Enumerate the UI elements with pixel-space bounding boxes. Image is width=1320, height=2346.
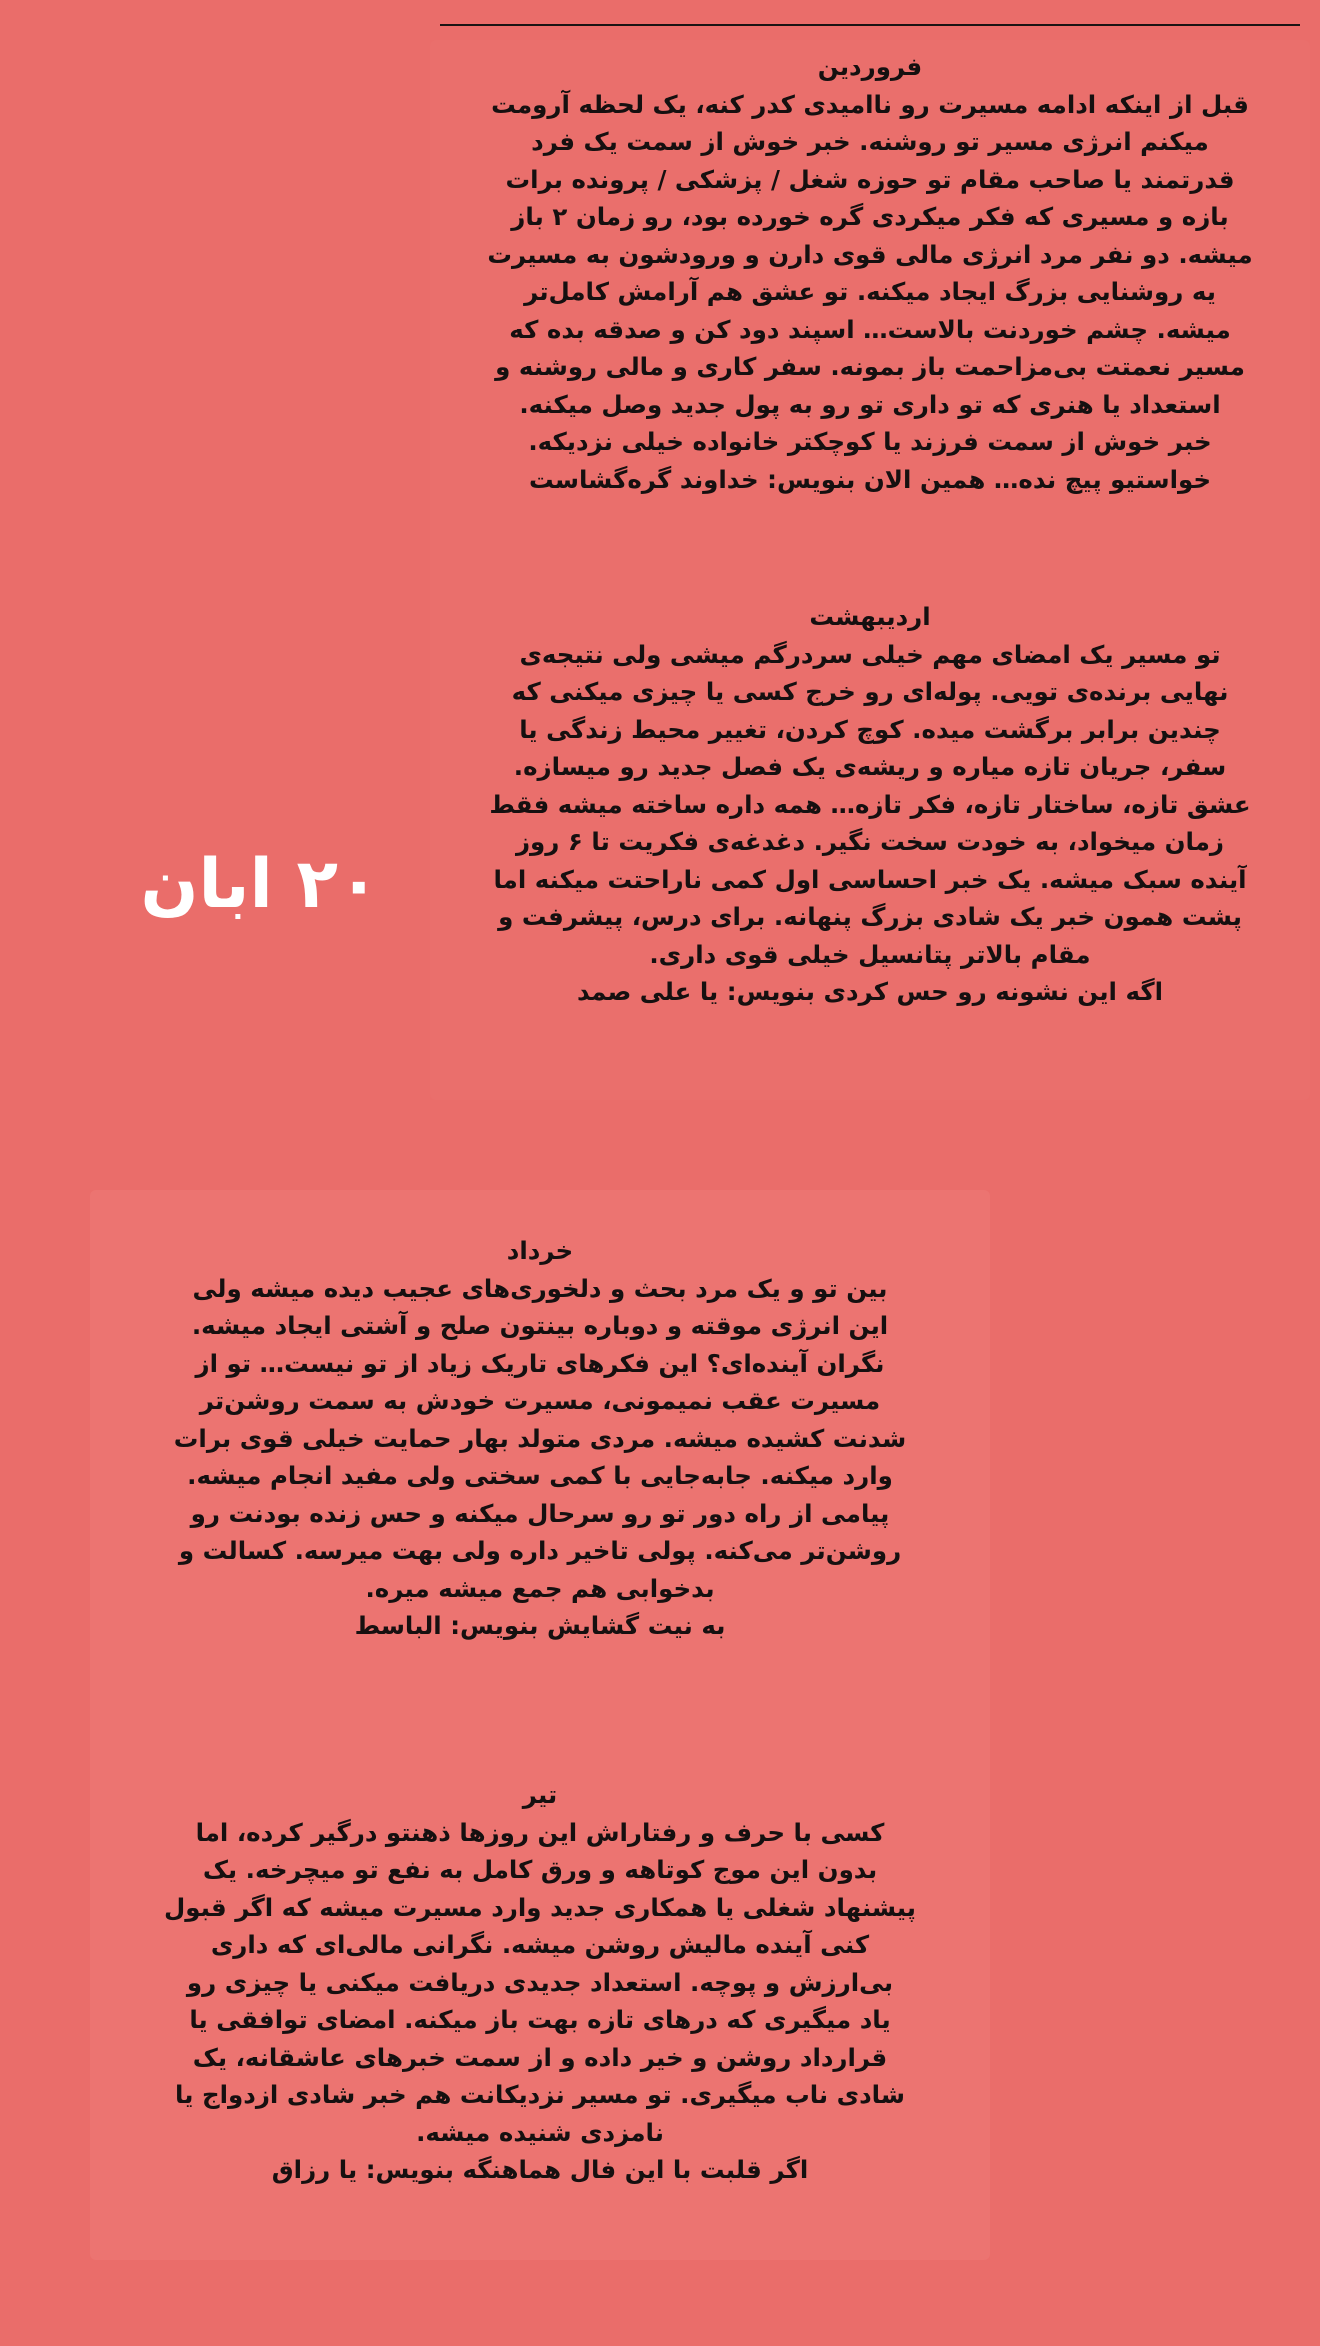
text-line: پشت همون خبر یک شادی بزرگ پنهانه. برای درس، پیشرفت و [498,902,1242,931]
text-line: شدنت کشیده میشه. مردی متولد بهار حمایت خیلی قوی برات [173,1423,907,1453]
text-line: تو مسیر یک امضای مهم خیلی سردرگم میشی ولی نتیجه‌ی [519,639,1221,669]
text-line: سفر، جریان تازه میاره و ریشه‌ی یک فصل جدید رو میسازه. [513,752,1227,781]
section-title: اردیبهشت [809,602,931,631]
text-line: بدخوابی هم جمع میشه میره. [365,1573,715,1603]
text-line: به نیت گشایش بنویس: الباسط [354,1611,726,1640]
text-line: نهایی برنده‌ی تویی. پوله‌ای رو خرج کسی یا چیزی میکنی که [511,677,1229,706]
text-line: زمان میخواد، به خودت سخت نگیر. دغدغه‌ی فکریت تا ۶ روز [515,827,1225,856]
text-line: شادی ناب میگیری. تو مسیر نزدیکانت هم خبر شادی ازدواج یا [175,2080,905,2109]
text-line: مسیرت عقب نمیمونی، مسیرت خودش به سمت روشن‌تر [199,1386,881,1415]
section-ordibehesht [440,598,1300,1011]
section-title: فروردین [817,52,923,81]
text-line: عشق تازه، ساختار تازه، فکر تازه… همه داره ساخته میشه فقط [489,789,1251,819]
text-line: میکنم انرژی مسیر تو روشنه. خبر خوش از سمت یک فرد [531,127,1209,156]
text-line: کنی آینده مالیش روشن میشه. نگرانی مالی‌ای که داری [210,1930,870,1959]
text-line: بازه و مسیری که فکر میکردی گره خورده بود، رو زمان ۲ باز [511,202,1229,231]
date-badge: ۲۰ ابان [140,845,380,924]
text-line: نامزدی شنیده میشه. [416,2117,664,2147]
text-line: مسیر نعمتت بی‌مزاحمت باز بمونه. سفر کاری و مالی روشنه و [495,352,1245,381]
section-tir [92,1776,988,2189]
text-line: چندین برابر برگشت میده. کوچ کردن، تغییر محیط زندگی یا [519,714,1221,744]
text-line: پیامی از راه دور تو رو سرحال میکنه و حس زنده بودنت رو [190,1498,890,1528]
text-line: یه روشنایی بزرگ ایجاد میکنه. تو عشق هم آرامش کامل‌تر [524,277,1216,306]
section-farvardin [440,48,1300,498]
text-line: خبر خوش از سمت فرزند یا کوچکتر خانواده خیلی نزدیکه. [528,427,1212,456]
text-line: وارد میکنه. جابه‌جایی با کمی سختی ولی مفید انجام میشه. [187,1461,893,1490]
section-khordad [92,1232,988,1645]
text-line: بدون این موج کوتاهه و ورق کامل به نفع تو میچرخه. یک [202,1855,878,1884]
text-line: این انرژی موقته و دوباره بینتون صلح و آشتی ایجاد میشه. [191,1311,889,1340]
text-line: میشه. چشم خوردنت بالاست… اسپند دود کن و صدقه بده که [509,314,1231,344]
text-line: اگه این نشونه رو حس کردی بنویس: یا علی صمد [577,977,1163,1006]
section-title: تیر [522,1780,558,1809]
text-line: آینده سبک میشه. یک خبر احساسی اول کمی ناراحتت میکنه اما [493,864,1247,894]
text-line: مقام بالاتر پتانسیل خیلی قوی داری. [649,939,1091,969]
top-divider-line [440,24,1300,26]
text-line: قرارداد روشن و خیر داده و از سمت خبرهای عاشقانه، یک [192,2042,888,2072]
section-title: خرداد [506,1236,574,1265]
text-line: روشن‌تر می‌کنه. پولی تاخیر داره ولی بهت میرسه. کسالت و [178,1536,902,1565]
text-line: خواستیو پیچ نده… همین الان بنویس: خداوند گره‌گشاست [528,464,1212,494]
text-line: بین تو و یک مرد بحث و دلخوری‌های عجیب دیده میشه ولی [192,1273,888,1303]
text-line: اگر قلبت با این فال هماهنگه بنویس: یا رزاق [271,2155,809,2184]
text-line: قدرتمند یا صاحب مقام تو حوزه شغل / پزشکی / پرونده برات [505,164,1235,194]
text-line: استعداد یا هنری که تو داری تو رو به پول جدید وصل میکنه. [519,389,1221,419]
text-line: قبل از اینکه ادامه مسیرت رو ناامیدی کدر کنه، یک لحظه آرومت [491,89,1249,119]
text-line: کسی با حرف و رفتاراش این روزها ذهنتو درگیر کرده، اما [195,1817,885,1847]
text-line: میشه. دو نفر مرد انرژی مالی قوی دارن و ورودشون به مسیرت [487,239,1253,269]
text-line: پیشنهاد شغلی یا همکاری جدید وارد مسیرت میشه که اگر قبول [164,1892,916,1922]
text-line: بی‌ارزش و پوچه. استعداد جدیدی دریافت میکنی یا چیزی رو [186,1967,894,1997]
text-line: نگران آینده‌ای؟ این فکرهای تاریک زیاد از تو نیست… تو از [195,1348,885,1378]
text-line: یاد میگیری که درهای تازه بهت باز میکنه. امضای توافقی یا [189,2005,891,2034]
